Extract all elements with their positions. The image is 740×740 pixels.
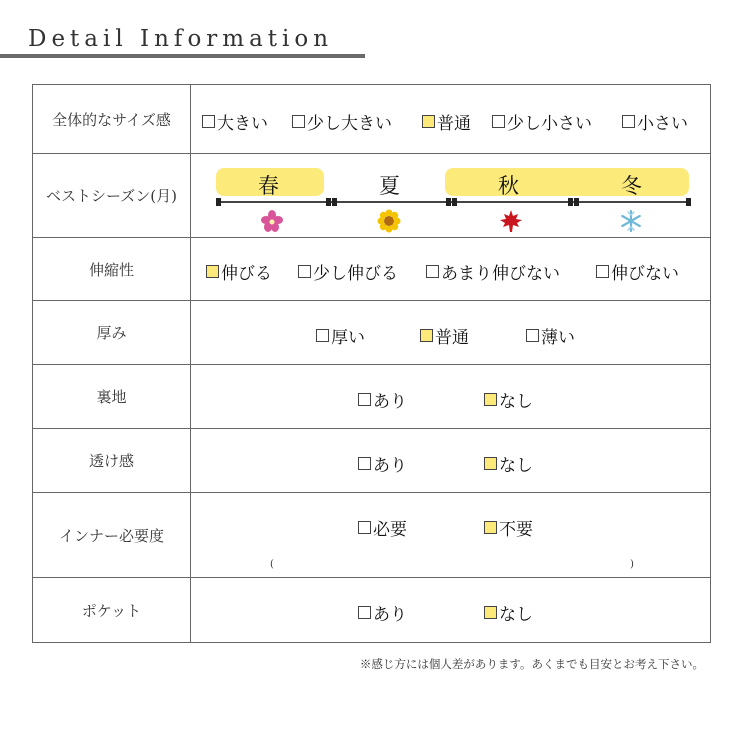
row-thickness [33,301,710,365]
lining-option-yes: あり [358,387,407,412]
checkbox [358,457,371,470]
checkbox [316,329,329,342]
checkbox-checked [484,393,497,406]
stretch-option-stretchy: 伸びる [206,259,272,284]
checkbox-checked [484,606,497,619]
checkbox [622,115,635,128]
timeline-tick [216,198,221,206]
timeline-tick [446,198,451,206]
row-label: インナー必要度 [33,493,191,577]
detail-table [32,84,711,643]
row-label: 伸縮性 [33,238,191,300]
timeline-tick [452,198,457,206]
maple-leaf-icon [499,209,523,233]
disclaimer-note: ※感じ方には個人差があります。あくまでも目安とお考え下さい。 [359,657,704,671]
snowflake-icon [619,209,643,233]
thickness-option-normal: 普通 [420,323,469,348]
checkbox [358,606,371,619]
row-size [33,85,710,154]
row-label: 厚み [33,301,191,364]
row-lining [33,365,710,429]
title-underline [0,54,365,58]
paren-close: ) [630,559,634,570]
row-sheer [33,429,710,493]
season-summer: 夏 [379,174,400,198]
size-option-slightly-large: 少し大きい [292,109,392,134]
inner-option-not-required: 不要 [484,515,533,540]
checkbox [426,265,439,278]
size-options [192,85,710,153]
row-inner [33,493,710,578]
sunflower-icon [377,209,401,233]
checkbox [526,329,539,342]
checkbox-checked [420,329,433,342]
sheer-option-no: なし [484,451,533,476]
stretch-option-none: 伸びない [596,259,679,284]
pocket-option-no: なし [484,600,533,625]
lining-option-no: なし [484,387,533,412]
timeline-tick [574,198,579,206]
checkbox-checked [206,265,219,278]
size-option-normal: 普通 [422,109,471,134]
timeline-tick [332,198,337,206]
checkbox-checked [422,115,435,128]
checkbox [298,265,311,278]
sheer-option-yes: あり [358,451,407,476]
timeline-tick [568,198,573,206]
thickness-option-thick: 厚い [316,323,365,348]
season-bar [192,154,710,237]
row-stretch [33,238,710,301]
size-option-slightly-small: 少し小さい [492,109,592,134]
row-label: 全体的なサイズ感 [33,85,191,153]
checkbox [292,115,305,128]
thickness-option-thin: 薄い [526,323,575,348]
checkbox [202,115,215,128]
season-autumn: 秋 [498,174,519,198]
row-pocket [33,578,710,642]
stretch-option-slightly: 少し伸びる [298,259,398,284]
row-label: ポケット [33,578,191,642]
stretch-option-not-much: あまり伸びない [426,259,560,284]
timeline-tick [686,198,691,206]
stretch-options [192,238,710,300]
timeline-tick [326,198,331,206]
checkbox-checked [484,457,497,470]
pocket-options [192,578,710,642]
checkbox [492,115,505,128]
page-title: Detail Information [28,26,334,52]
flower-icon [260,209,284,233]
row-label: 透け感 [33,429,191,492]
inner-option-required: 必要 [358,515,407,540]
row-label: 裏地 [33,365,191,428]
checkbox [358,521,371,534]
thickness-options [192,301,710,364]
pocket-option-yes: あり [358,600,407,625]
row-label: ベストシーズン(月) [33,154,191,237]
checkbox [596,265,609,278]
size-option-large: 大きい [202,109,268,134]
paren-open: ( [270,559,274,570]
checkbox-checked [484,521,497,534]
inner-options [192,493,710,577]
checkbox [358,393,371,406]
size-option-small: 小さい [622,109,688,134]
row-season [33,154,710,238]
sheer-options [192,429,710,492]
season-highlight-autumn-winter [445,168,689,196]
lining-options [192,365,710,428]
season-winter: 冬 [621,174,642,198]
season-spring: 春 [258,174,279,198]
